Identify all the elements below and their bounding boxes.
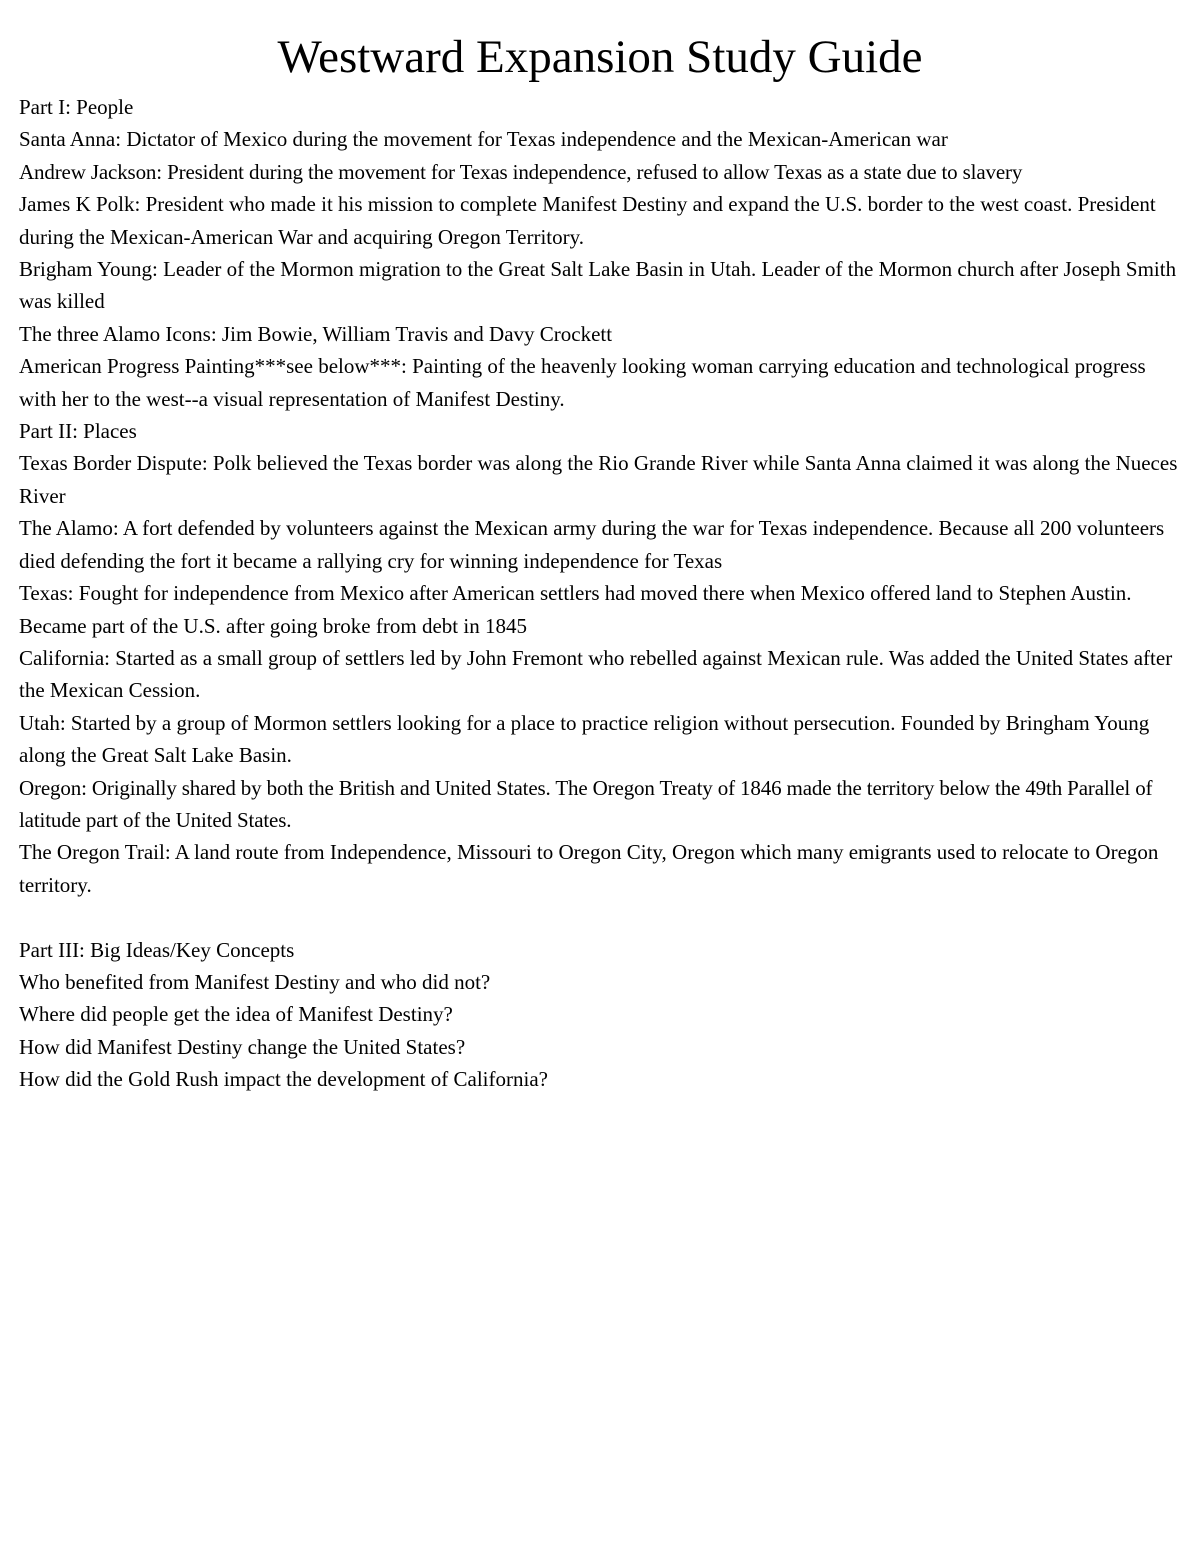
places-entry-california: California: Started as a small group of settlers led by John Fremont who rebelled against Mexican rule. Was added the United States after the Mexican Cession. <box>19 645 1173 703</box>
people-entry-santa-anna: Santa Anna: Dictator of Mexico during the movement for Texas independence and the Mexican-American war <box>19 127 948 152</box>
part3-heading: Part III: Big Ideas/Key Concepts <box>19 937 295 962</box>
places-entry-utah: Utah: Started by a group of Mormon settlers looking for a place to practice religion without persecution. Founded by Bringham Young along the Great Salt Lake Basin. <box>19 710 1150 768</box>
document-title: Westward Expansion Study Guide <box>277 31 923 83</box>
places-entry-texas: Texas: Fought for independence from Mexico after American settlers had moved there when Mexico offered land to Stephen Austin. Became part of the U.S. after going broke from debt in 1845 <box>19 581 1132 638</box>
people-entry-andrew-jackson: Andrew Jackson: President during the movement for Texas independence, refused to allow Texas as a state due to slavery <box>19 159 1023 184</box>
places-entry-alamo: The Alamo: A fort defended by volunteers against the Mexican army during the war for Texas independence. Because all 200 volunteers died defending the fort it became a rallying cry for winning independence for Texas <box>19 516 1165 573</box>
people-entry-alamo-icons: The three Alamo Icons: Jim Bowie, William Travis and Davy Crockett <box>19 321 613 346</box>
part2-heading: Part II: Places <box>19 419 137 444</box>
concept-question: How did Manifest Destiny change the United States? <box>19 1034 466 1059</box>
people-entry-brigham-young: Brigham Young: Leader of the Mormon migration to the Great Salt Lake Basin in Utah. Leader of the Mormon church after Joseph Smith was killed <box>19 257 1177 314</box>
places-entry-oregon-trail: The Oregon Trail: A land route from Independence, Missouri to Oregon City, Oregon which many emigrants used to relocate to Oregon territory. <box>19 840 1159 897</box>
part1-heading: Part I: People <box>19 95 134 119</box>
concept-question: Where did people get the idea of Manifest Destiny? <box>19 1002 453 1027</box>
places-entry-oregon: Oregon: Originally shared by both the British and United States. The Oregon Treaty of 1846 made the territory below the 49th Parallel of latitude part of the United States. <box>19 775 1153 832</box>
people-entry-american-progress: American Progress Painting***see below***: Painting of the heavenly looking woman carrying education and technological progress with her to the west--a visual representation of Manifest Destiny. <box>19 354 1146 411</box>
people-entry-james-polk: James K Polk: President who made it his mission to complete Manifest Destiny and expand the U.S. border to the west coast. President during the Mexican-American War and acquiring Oregon Territory. <box>19 192 1156 249</box>
places-entry-texas-border: Texas Border Dispute: Polk believed the Texas border was along the Rio Grande River while Santa Anna claimed it was along the Nueces River <box>19 451 1178 508</box>
blank-line <box>19 901 1179 933</box>
concept-question: Who benefited from Manifest Destiny and who did not? <box>19 969 491 994</box>
document-body <box>19 91 1179 1096</box>
concept-question: How did the Gold Rush impact the development of California? <box>19 1067 548 1092</box>
